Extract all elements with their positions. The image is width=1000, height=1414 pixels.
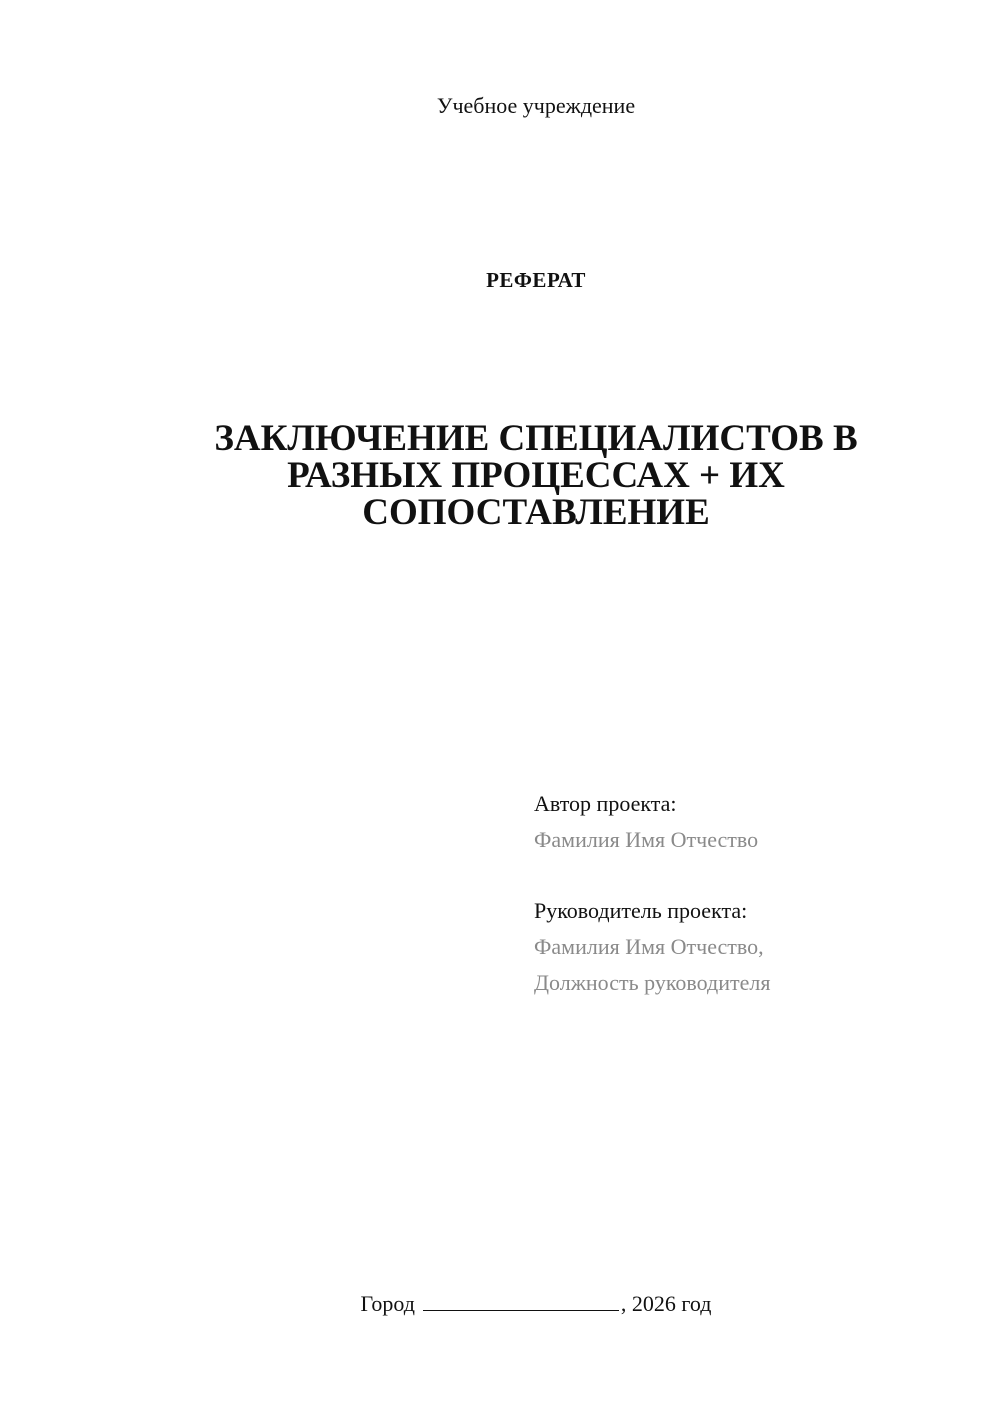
author-block [534, 786, 974, 858]
supervisor-position: Должность руководителя [534, 970, 771, 995]
document-title [180, 420, 892, 531]
year-text: , 2026 год [620, 1291, 712, 1316]
document-type: РЕФЕРАТ [486, 268, 586, 292]
institution-name: Учебное учреждение [436, 93, 636, 118]
city-blank-underline [423, 1292, 619, 1311]
city-label: Город [360, 1291, 415, 1316]
supervisor-block [534, 893, 974, 1001]
author-name: Фамилия Имя Отчество [534, 827, 759, 852]
title-line-2: РАЗНЫХ ПРОЦЕССАХ + ИХ [287, 455, 785, 496]
supervisor-label: Руководитель проекта: [534, 898, 748, 923]
city-year-line [0, 1290, 1000, 1318]
author-label: Автор проекта: [534, 791, 677, 816]
supervisor-name: Фамилия Имя Отчество, [534, 934, 764, 959]
title-line-3: СОПОСТАВЛЕНИЕ [362, 492, 710, 533]
title-line-1: ЗАКЛЮЧЕНИЕ СПЕЦИАЛИСТОВ В [214, 418, 858, 459]
